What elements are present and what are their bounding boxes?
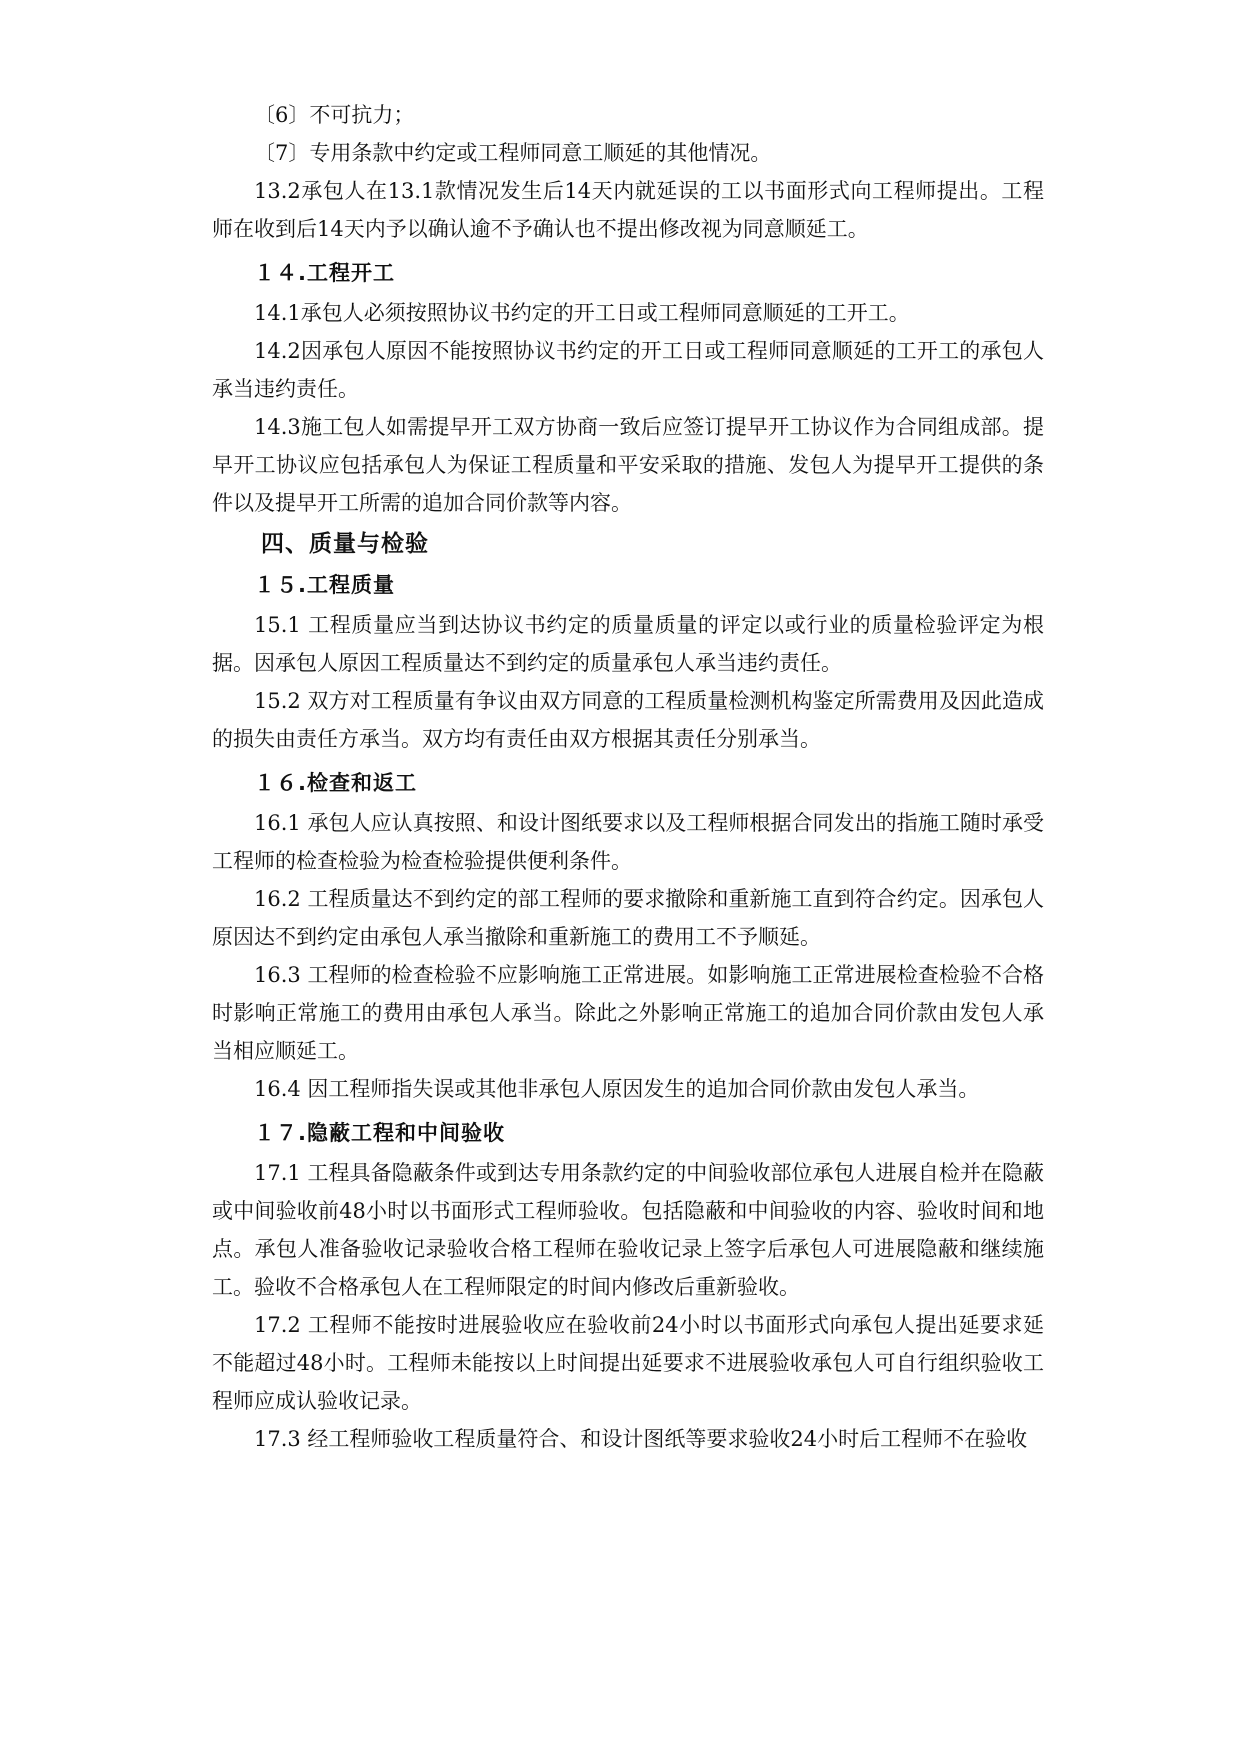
paragraph: 16.2 工程质量达不到约定的部工程师的要求撤除和重新施工直到符合约定。因承包人原因达不到约定由承包人承当撤除和重新施工的费用工不予顺延。: [212, 887, 1044, 949]
paragraph: 17.1 工程具备隐蔽条件或到达专用条款约定的中间验收部位承包人进展自检并在隐蔽或中间验收前48小时以书面形式工程师验收。包括隐蔽和中间验收的内容、验收时间和地点。承包人准备验收记录验收合格工程师在验收记录上签字后承包人可进展隐蔽和继续施工。验收不合格承包人在工程师限定的时间内修改后重新验收。: [212, 1161, 1044, 1299]
section-heading: １７.隐蔽工程和中间验收: [254, 1121, 505, 1145]
paragraph: 15.2 双方对工程质量有争议由双方同意的工程质量检测机构鉴定所需费用及因此造成的损失由责任方承当。双方均有责任由双方根据其责任分别承当。: [212, 689, 1044, 751]
section-heading: １４.工程开工: [254, 261, 395, 285]
paragraph: 14.3施工包人如需提早开工双方协商一致后应签订提早开工协议作为合同组成部。提早开工协议应包括承包人为保证工程质量和平安采取的措施、发包人为提早开工提供的条件以及提早开工所需的追加合同价款等内容。: [212, 415, 1044, 515]
section-heading: １６.检查和返工: [254, 771, 417, 795]
paragraph: 15.1 工程质量应当到达协议书约定的质量质量的评定以或行业的质量检验评定为根据。因承包人原因工程质量达不到约定的质量承包人承当违约责任。: [212, 613, 1044, 675]
document-page: [212, 96, 1044, 1458]
paragraph: 14.2因承包人原因不能按照协议书约定的开工日或工程师同意顺延的工开工的承包人承当违约责任。: [212, 339, 1044, 401]
paragraph: 17.2 工程师不能按时进展验收应在验收前24小时以书面形式向承包人提出延要求延不能超过48小时。工程师未能按以上时间提出延要求不进展验收承包人可自行组织验收工程师应成认验收记录。: [212, 1313, 1044, 1413]
paragraph: 〔6〕不可抗力；: [254, 103, 415, 127]
chapter-heading: 四、质量与检验: [261, 531, 429, 557]
paragraph: 14.1承包人必须按照协议书约定的开工日或工程师同意顺延的工开工。: [254, 301, 910, 325]
paragraph: 17.3 经工程师验收工程质量符合、和设计图纸等要求验收24小时后工程师不在验收: [254, 1427, 1028, 1451]
paragraph: 16.1 承包人应认真按照、和设计图纸要求以及工程师根据合同发出的指施工随时承受工程师的检查检验为检查检验提供便利条件。: [212, 811, 1044, 873]
paragraph: 16.3 工程师的检查检验不应影响施工正常进展。如影响施工正常进展检查检验不合格时影响正常施工的费用由承包人承当。除此之外影响正常施工的追加合同价款由发包人承当相应顺延工。: [212, 963, 1044, 1063]
section-heading: １５.工程质量: [254, 573, 395, 597]
paragraph: 〔7〕专用条款中约定或工程师同意工顺延的其他情况。: [254, 141, 772, 165]
paragraph: 16.4 因工程师指失误或其他非承包人原因发生的追加合同价款由发包人承当。: [254, 1077, 980, 1101]
paragraph: 13.2承包人在13.1款情况发生后14天内就延误的工以书面形式向工程师提出。工程师在收到后14天内予以确认逾不予确认也不提出修改视为同意顺延工。: [212, 179, 1044, 241]
